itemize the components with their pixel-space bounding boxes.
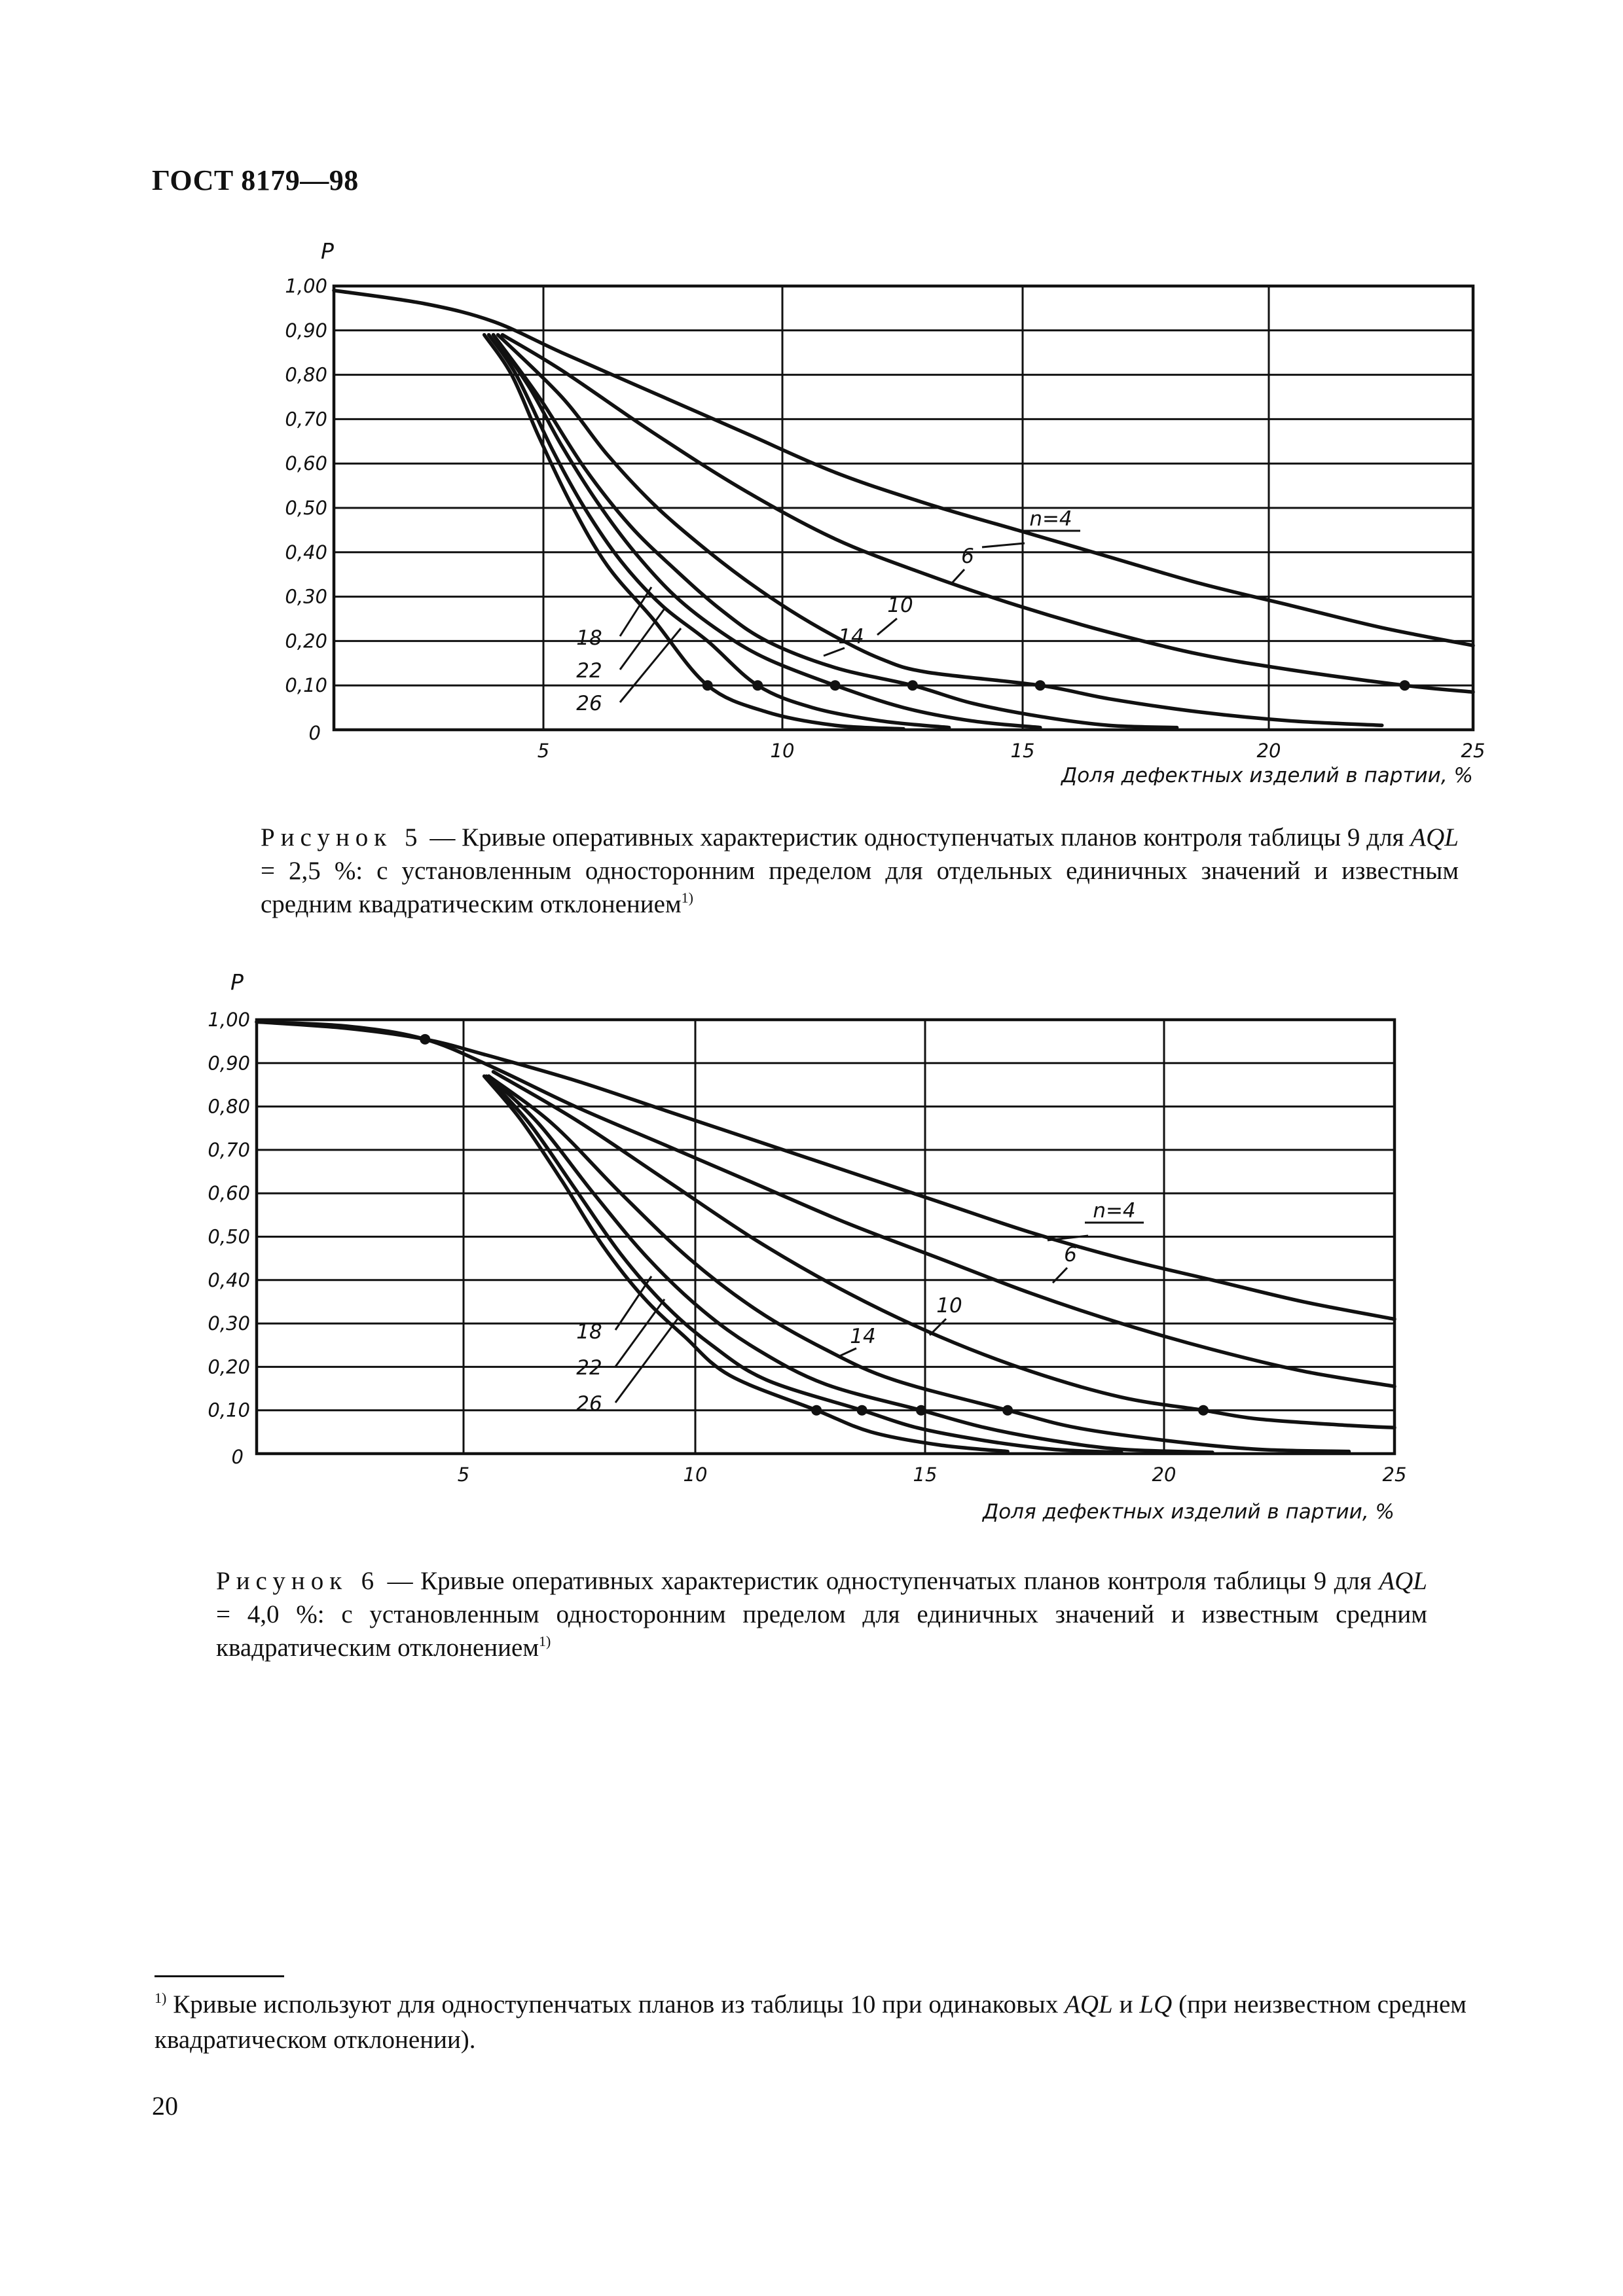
y-tick-label: 0,70	[285, 408, 327, 431]
curve-label: n=4	[1029, 507, 1072, 531]
curve-label: 6	[961, 545, 974, 568]
y-axis-symbol: P	[321, 238, 334, 264]
y-tick-label: 0,10	[208, 1399, 250, 1422]
figure-6-caption-lead: Рисунок 6	[216, 1567, 380, 1595]
marked-point	[1035, 680, 1046, 691]
curve-6	[257, 1022, 1395, 1386]
y-tick-label: 0,20	[285, 630, 327, 653]
leader-line	[877, 619, 897, 635]
curve-label: 18	[576, 1320, 602, 1344]
figure-6-caption	[216, 1564, 1427, 1664]
y-tick-label: 0,50	[208, 1225, 250, 1248]
curve-n-4	[257, 1022, 1395, 1319]
y-tick-label: 0,30	[285, 585, 327, 608]
curve-18	[494, 335, 1040, 728]
y-axis-symbol: P	[230, 969, 244, 995]
marked-point	[907, 680, 918, 691]
curve-label: 18	[576, 626, 602, 650]
marked-point	[420, 1034, 430, 1045]
marked-point	[811, 1405, 822, 1416]
footnote-rule	[155, 1975, 284, 1977]
curve-6	[503, 335, 1473, 692]
y-tick-label: 0,20	[208, 1355, 250, 1378]
x-tick-label: 5	[537, 740, 550, 762]
y-tick-label: 0,60	[208, 1182, 250, 1205]
y-tick-label: 1,00	[208, 1009, 250, 1031]
y-tick-label: 0,40	[208, 1268, 250, 1291]
x-axis-label: Доля дефектных изделий в партии, %	[983, 1500, 1395, 1524]
page-header: ГОСТ 8179—98	[152, 164, 359, 196]
x-tick-label: 25	[1461, 740, 1486, 762]
x-tick-label: 20	[1152, 1463, 1176, 1486]
figure-5-caption-text: — Кривые оперативных характеристик одноступенчатых планов контроля таблицы 9 для	[423, 823, 1411, 852]
y-tick-label: 0,60	[285, 452, 327, 475]
figure-5-caption-lead: Рисунок 5	[261, 823, 424, 852]
y-tick-label: 0,50	[285, 497, 327, 519]
curve-label: 22	[576, 659, 602, 683]
curve-label: 10	[936, 1294, 962, 1318]
figure-6	[0, 942, 1623, 1545]
footnote-text-c: (при неизвестном среднем квадратическом отклонении).	[155, 1990, 1467, 2054]
footnote-text-a: Кривые используют для одноступенчатых планов из таблицы 10 при одинаковых	[166, 1990, 1065, 2018]
marked-point	[916, 1405, 926, 1416]
figure-5	[0, 0, 1623, 785]
curve-label: 14	[838, 625, 864, 649]
y-tick-label: 0	[231, 1446, 244, 1468]
x-tick-label: 25	[1382, 1463, 1407, 1486]
y-tick-label: 0,80	[208, 1095, 250, 1118]
curve-10	[494, 1072, 1395, 1428]
y-tick-label: 0,70	[208, 1138, 250, 1161]
marked-point	[1400, 680, 1410, 691]
y-tick-label: 1,00	[285, 275, 327, 297]
footnote-aql: AQL	[1065, 1990, 1113, 2018]
curve-label: n=4	[1093, 1199, 1136, 1223]
figure-6-caption-rest: = 4,0 %: с установленным односторонним пределом для единичных значений и известным средним квадратическим отклонением	[216, 1600, 1427, 1662]
y-tick-label: 0,90	[285, 319, 327, 342]
curve-label: 26	[576, 1392, 602, 1416]
figure-5-caption-rest: = 2,5 %: с установленным односторонним пределом для отдельных единичных значений и известным средним квадратическим отклонением	[261, 857, 1459, 918]
figure-6-caption-text: — Кривые оперативных характеристик одноступенчатых планов контроля таблицы 9 для	[380, 1567, 1379, 1595]
marked-point	[830, 680, 841, 691]
marked-point	[1002, 1405, 1013, 1416]
marked-point	[1198, 1405, 1209, 1416]
figure-5-chart	[0, 0, 1623, 785]
leader-line	[839, 1348, 856, 1356]
marked-point	[752, 680, 763, 691]
x-tick-label: 10	[770, 740, 795, 762]
marked-point	[702, 680, 713, 691]
leader-line	[982, 543, 1025, 547]
y-tick-label: 0,90	[208, 1052, 250, 1075]
curve-label: 10	[887, 594, 913, 617]
marked-point	[857, 1405, 867, 1416]
footnote-marker: 1)	[155, 1990, 167, 2006]
curve-label: 14	[850, 1325, 876, 1348]
page-number: 20	[152, 2091, 178, 2121]
curve-label: 22	[576, 1356, 602, 1380]
figure-5-caption-aql: AQL	[1410, 823, 1459, 852]
figure-6-chart	[0, 942, 1623, 1545]
y-tick-label: 0,80	[285, 363, 327, 386]
leader-line	[615, 1319, 678, 1403]
y-tick-label: 0,10	[285, 674, 327, 697]
leader-line	[930, 1319, 946, 1335]
leader-line	[620, 628, 681, 702]
x-tick-label: 10	[683, 1463, 708, 1486]
footnote-lq: LQ	[1139, 1990, 1173, 2018]
x-axis-label: Доля дефектных изделий в партии, %	[1061, 764, 1473, 785]
figure-5-caption-footnote-mark: 1)	[681, 889, 693, 906]
curve-label: 6	[1064, 1243, 1077, 1266]
footnote	[155, 1987, 1467, 2058]
y-tick-label: 0,40	[285, 541, 327, 564]
leader-line	[620, 609, 665, 670]
curve-label: 26	[576, 692, 602, 715]
y-tick-label: 0	[308, 722, 321, 744]
x-tick-label: 20	[1256, 740, 1281, 762]
leader-line	[951, 569, 964, 584]
x-tick-label: 5	[457, 1463, 470, 1486]
figure-5-caption	[261, 821, 1459, 921]
figure-6-caption-aql: AQL	[1379, 1567, 1427, 1595]
figure-6-caption-footnote-mark: 1)	[539, 1633, 551, 1649]
curve-10	[498, 335, 1382, 726]
x-tick-label: 15	[1010, 740, 1035, 762]
x-tick-label: 15	[913, 1463, 938, 1486]
leader-line	[824, 648, 845, 656]
y-tick-label: 0,30	[208, 1312, 250, 1335]
footnote-text-b: и	[1112, 1990, 1140, 2018]
